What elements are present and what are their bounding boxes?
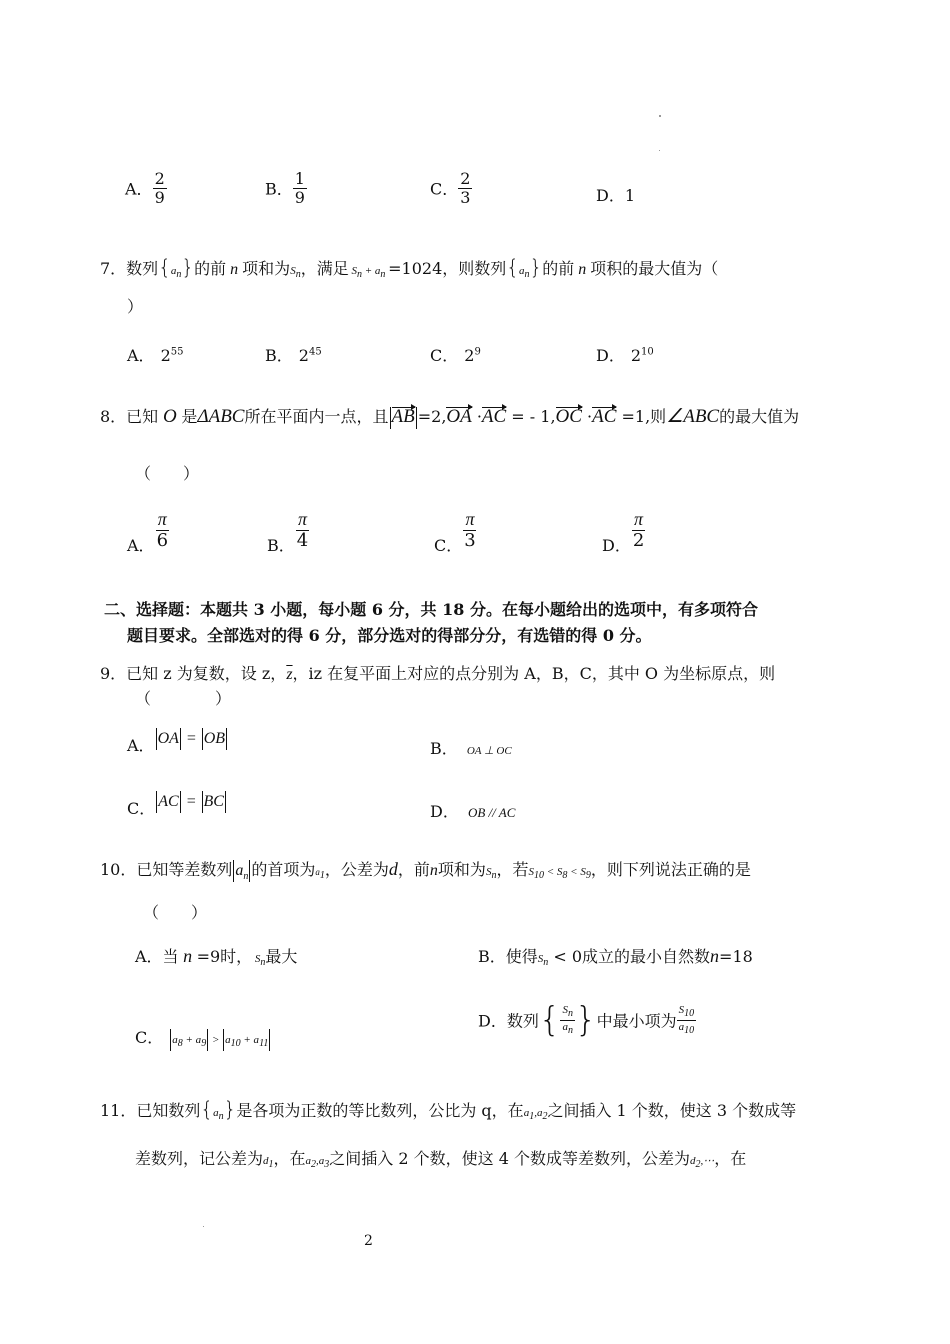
q10-option-c: C． $a_8 + a_9 > a_{10} + a_{11}$	[135, 1025, 271, 1051]
q8-stem: 8．已知 O 是ΔABC所在平面内一点，且 AB =2,OA ·AC = - 1,OC ·AC =1,则∠ABC的最大值为	[100, 406, 800, 427]
fraction-numerator: 2	[460, 169, 471, 188]
q11-line1: 11．已知数列$\{a_n\}$是各项为正数的等比数列，公比为 q，在$a_1,a_2$之间插入 1 个数，使这 3 个数成等	[100, 1097, 797, 1123]
q10-option-b: B．使得$S_n < 0$成立的最小自然数n=18	[478, 946, 753, 969]
q7-option-d: D． $2^{10}$	[596, 346, 654, 365]
section-heading-line2: 题目要求。全部选对的得 6 分，部分选对的得部分分，有选错的得 0 分。	[127, 626, 652, 645]
q9-stem: 9．已知 z 为复数，设 z，$\overline{z}$，iz 在复平面上对应的点分别为 A，B，C，其中 O 为坐标原点，则	[100, 664, 776, 683]
brace-close: }	[181, 255, 195, 279]
fraction-denominator: 3	[460, 187, 471, 207]
q6-option-d: D．1	[596, 186, 636, 205]
q9-option-c: C． AC = BC	[127, 793, 224, 818]
q6-option-b: B． $\frac{1}{9}$	[265, 169, 305, 207]
scan-speck	[659, 150, 660, 151]
q9-paren: （ ）	[135, 689, 232, 708]
scan-speck	[203, 1226, 204, 1227]
q9-option-d: D． OB // AC	[430, 802, 516, 821]
q7-stem: 7．数列$\{a_n\}$的前 n 项和为$S_n$，满足 $S_n + a_n =1024$，则数列$\{a_n\}$的前 n 项积的最大值为（	[100, 255, 719, 281]
q8-option-b: B． $\frac{\pi}{4}$	[267, 509, 309, 555]
q7-close-paren: ）	[127, 297, 144, 316]
q7-option-a: A． $2^{55}$	[127, 346, 184, 365]
q9-option-a: A． OA = OB	[127, 730, 226, 755]
fraction-denominator: 9	[154, 187, 165, 207]
q8-paren: （ ）	[135, 464, 200, 483]
brace-open: {	[158, 255, 171, 279]
q10-option-a: A．当 n =9时， $S_n$最大	[135, 946, 298, 969]
q10-stem: 10．已知等差数列 $a_n$ 的首项为$a_1$，公差为d，前n项和为$S_n$，若$S_{10} < S_8 < S_9$，则下列说法正确的是	[100, 859, 751, 883]
page-number: 2	[364, 1233, 373, 1249]
q10-option-d: D．数列{ $\frac{S_n}{a_n}$ }中最小项为 $\frac{S_{10}}{a_{10}}$	[478, 1000, 695, 1040]
q9-option-b: B． OA ⊥ OC	[430, 739, 512, 758]
q8-option-c: C． $\frac{\pi}{3}$	[434, 509, 476, 555]
q8-option-a: A． $\frac{\pi}{6}$	[127, 509, 169, 555]
q6-option-a: A． $\frac{2}{9}$	[125, 169, 165, 207]
scan-speck	[659, 115, 661, 117]
fraction-numerator: 1	[294, 169, 305, 188]
q11-line2: 差数列，记公差为$d_1$，在$a_2,a_3$之间插入 2 个数，使这 4 个数成等差数列，公差为$d_2,\cdots$，在	[135, 1149, 747, 1171]
q8-option-d: D． $\frac{\pi}{2}$	[602, 509, 645, 555]
q7-option-b: B． $2^{45}$	[265, 346, 322, 365]
q10-paren: （ ）	[143, 903, 208, 922]
q6-option-c: C． $\frac{2}{3}$	[430, 169, 471, 207]
section-heading-line1: 二、选择题：本题共 3 小题，每小题 6 分，共 18 分。在每小题给出的选项中，有多项符合	[104, 600, 758, 619]
q7-option-c: C． $2^9$	[430, 346, 481, 365]
fraction-denominator: 9	[294, 187, 305, 207]
fraction-numerator: 2	[154, 169, 165, 188]
